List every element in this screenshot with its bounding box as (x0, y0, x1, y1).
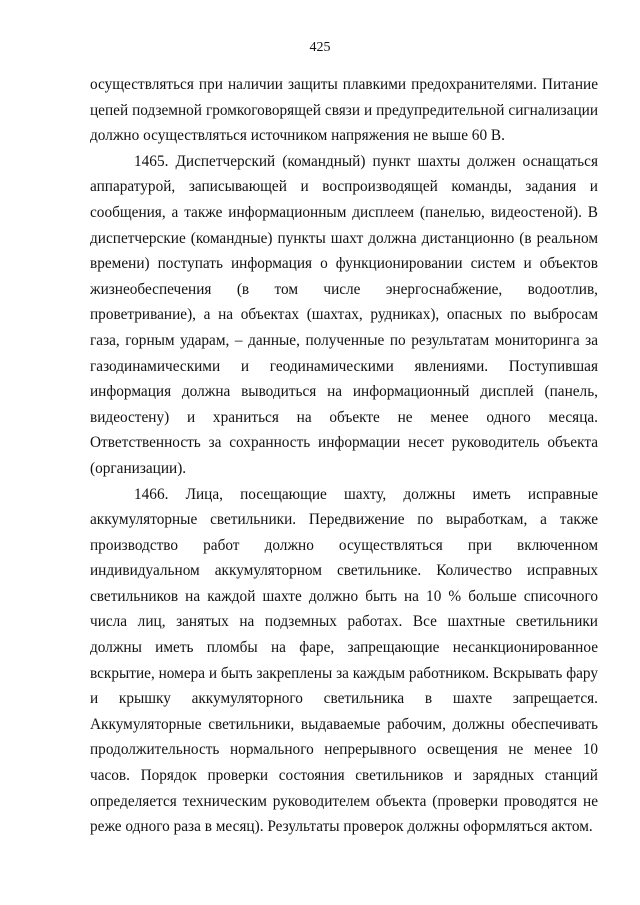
paragraph-continuation: осуществляться при наличии защиты плавкими предохранителями. Питание цепей подземной громкоговорящей связи и предупредительной сигнализации должно осуществляться источником напряжения не выше 60 В. (90, 76, 598, 145)
document-body (90, 72, 598, 840)
paragraph-1466: 1466. Лица, посещающие шахту, должны иметь исправные аккумуляторные светильники. Передвижение по выработкам, а также производство работ должно осуществляться при включенном индивидуальном аккумуляторном светильнике. Количество исправных светильников на каждой шахте должно быть на 10 % больше списочного числа лиц, занятых на подземных работах. Все шахтные светильники должны иметь пломбы на фаре, запрещающие несанкционированное вскрытие, номера и быть закреплены за каждым работником. Вскрывать фару и крышку аккумуляторного светильника в шахте запрещается. Аккумуляторные светильники, выдаваемые рабочим, должны обеспечивать продолжительность нормального непрерывного освещения не менее 10 часов. Порядок проверки состояния светильников и зарядных станций определяется техническим руководителем объекта (проверки проводятся не реже одного раза в месяц). Результаты проверок должны оформляться актом. (90, 485, 598, 836)
paragraph-1465: 1465. Диспетчерский (командный) пункт шахты должен оснащаться аппаратурой, записывающей и воспроизводящей команды, задания и сообщения, а также информационным дисплеем (панелью, видеостеной). В диспетчерские (командные) пункты шахт должна дистанционно (в реальном времени) поступать информация о функционировании систем и объектов жизнеобеспечения (в том числе энергоснабжение, водоотлив, проветривание), а на объектах (шахтах, рудниках), опасных по выбросам газа, горным ударам, – данные, полученные по результатам мониторинга за газодинамическими и геодинамическими явлениями. Поступившая информация должна выводиться на информационный дисплей (панель, видеостену) и храниться на объекте не менее одного месяца. Ответственность за сохранность информации несет руководитель объекта (организации). (90, 152, 598, 477)
page-number: 425 (309, 40, 331, 55)
